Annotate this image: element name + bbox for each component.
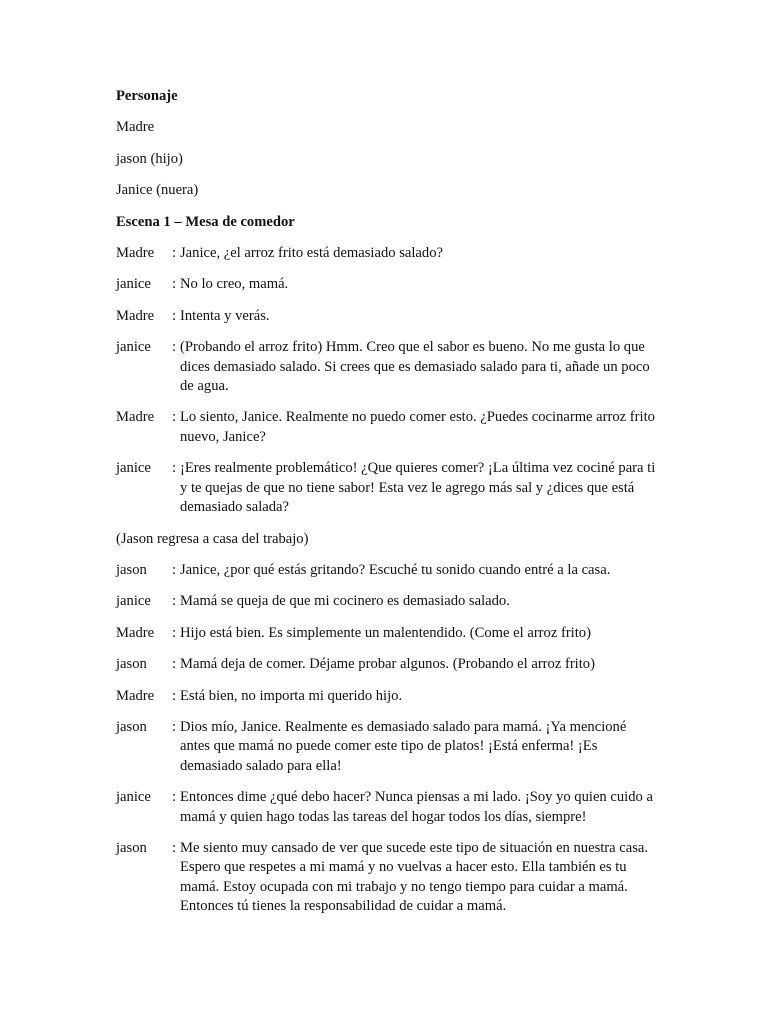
dialogue-speaker: jason — [116, 561, 147, 578]
dialogue-colon: : — [172, 687, 177, 704]
dialogue-line — [116, 275, 656, 294]
dialogue-text: Me siento muy cansado de ver que sucede este tipo de situación en nuestra casa. Espero que respetes a mi mamá y no vuelvas a hacer esto. Ella también es tu mamá. Estoy ocupada con mi trabajo y no tengo tiempo para cuidar a mamá. Entonces tú tienes la responsabilidad de cuidar a mamá. — [180, 839, 649, 915]
dialogue-speaker: Madre — [116, 245, 155, 262]
stage-direction: (Jason regresa a casa del trabajo) — [116, 530, 309, 547]
dialogue-colon: : — [172, 624, 177, 641]
dialogue-line — [116, 561, 656, 580]
dialogue-text: ¡Eres realmente problemático! ¿Que quieres comer? ¡La última vez cociné para ti y te quejas de que no tiene sabor! Esta vez le agrego más sal y ¿dices que está demasiado salada? — [180, 460, 656, 516]
dialogue-line — [116, 718, 656, 776]
dialogue-line — [116, 592, 656, 611]
dialogue-speaker: jason — [116, 656, 147, 673]
dialogue-speaker: jason — [116, 718, 147, 735]
dialogue-text: Mamá deja de comer. Déjame probar algunos. (Probando el arroz frito) — [180, 656, 595, 673]
dialogue-text: Mamá se queja de que mi cocinero es demasiado salado. — [180, 593, 510, 610]
dialogue-text: Lo siento, Janice. Realmente no puedo comer esto. ¿Puedes cocinarme arroz frito nuevo, Janice? — [180, 409, 655, 445]
dialogue-speaker: janice — [116, 276, 151, 293]
dialogue-text: No lo creo, mamá. — [180, 276, 289, 293]
dialogue-speaker: janice — [116, 339, 151, 356]
dialogue-speaker: janice — [116, 593, 151, 610]
dialogue-colon: : — [172, 789, 177, 806]
character-jason: jason (hijo) — [116, 150, 183, 167]
characters-heading: Personaje — [116, 88, 178, 104]
dialogue-colon: : — [172, 460, 177, 477]
dialogue-line — [116, 655, 656, 674]
dialogue-text: Janice, ¿el arroz frito está demasiado salado? — [180, 245, 443, 262]
dialogue-speaker: janice — [116, 460, 151, 477]
dialogue-colon: : — [172, 593, 177, 610]
dialogue-line — [116, 687, 656, 706]
dialogue-colon: : — [172, 656, 177, 673]
scene-title: Escena 1 – Mesa de comedor — [116, 213, 295, 230]
dialogue-colon: : — [172, 339, 177, 356]
dialogue-line — [116, 459, 656, 517]
dialogue-section-1 — [116, 244, 656, 517]
dialogue-colon: : — [172, 307, 177, 324]
document-page — [116, 87, 656, 929]
dialogue-speaker: Madre — [116, 307, 155, 324]
dialogue-colon: : — [172, 839, 177, 856]
dialogue-speaker: Madre — [116, 687, 155, 704]
dialogue-colon: : — [172, 409, 177, 426]
dialogue-colon: : — [172, 245, 177, 262]
character-madre: Madre — [116, 119, 155, 136]
dialogue-text: Está bien, no importa mi querido hijo. — [180, 687, 403, 704]
dialogue-line — [116, 408, 656, 447]
dialogue-text: Janice, ¿por qué estás gritando? Escuché tu sonido cuando entré a la casa. — [180, 561, 611, 578]
dialogue-line — [116, 307, 656, 326]
dialogue-colon: : — [172, 276, 177, 293]
dialogue-text: Dios mío, Janice. Realmente es demasiado salado para mamá. ¡Ya mencioné antes que mamá no puede comer este tipo de platos! ¡Está enferma! ¡Es demasiado salado para ella! — [180, 718, 627, 774]
dialogue-line — [116, 839, 656, 917]
dialogue-line — [116, 788, 656, 827]
dialogue-speaker: janice — [116, 789, 151, 806]
dialogue-speaker: Madre — [116, 624, 155, 641]
dialogue-line — [116, 624, 656, 643]
dialogue-line — [116, 338, 656, 396]
dialogue-colon: : — [172, 561, 177, 578]
dialogue-colon: : — [172, 718, 177, 735]
character-janice: Janice (nuera) — [116, 182, 199, 199]
dialogue-text: (Probando el arroz frito) Hmm. Creo que el sabor es bueno. No me gusta lo que dices demasiado salado. Si crees que es demasiado salado para ti, añade un poco de agua. — [180, 339, 650, 395]
dialogue-speaker: jason — [116, 839, 147, 856]
dialogue-text: Entonces dime ¿qué debo hacer? Nunca piensas a mi lado. ¡Soy yo quien cuido a mamá y quien hago todas las tareas del hogar todos los días, siempre! — [180, 789, 653, 825]
dialogue-text: Hijo está bien. Es simplemente un malentendido. (Come el arroz frito) — [180, 624, 591, 641]
dialogue-section-2 — [116, 561, 656, 917]
dialogue-line — [116, 244, 656, 263]
dialogue-text: Intenta y verás. — [180, 307, 270, 324]
dialogue-speaker: Madre — [116, 409, 155, 426]
